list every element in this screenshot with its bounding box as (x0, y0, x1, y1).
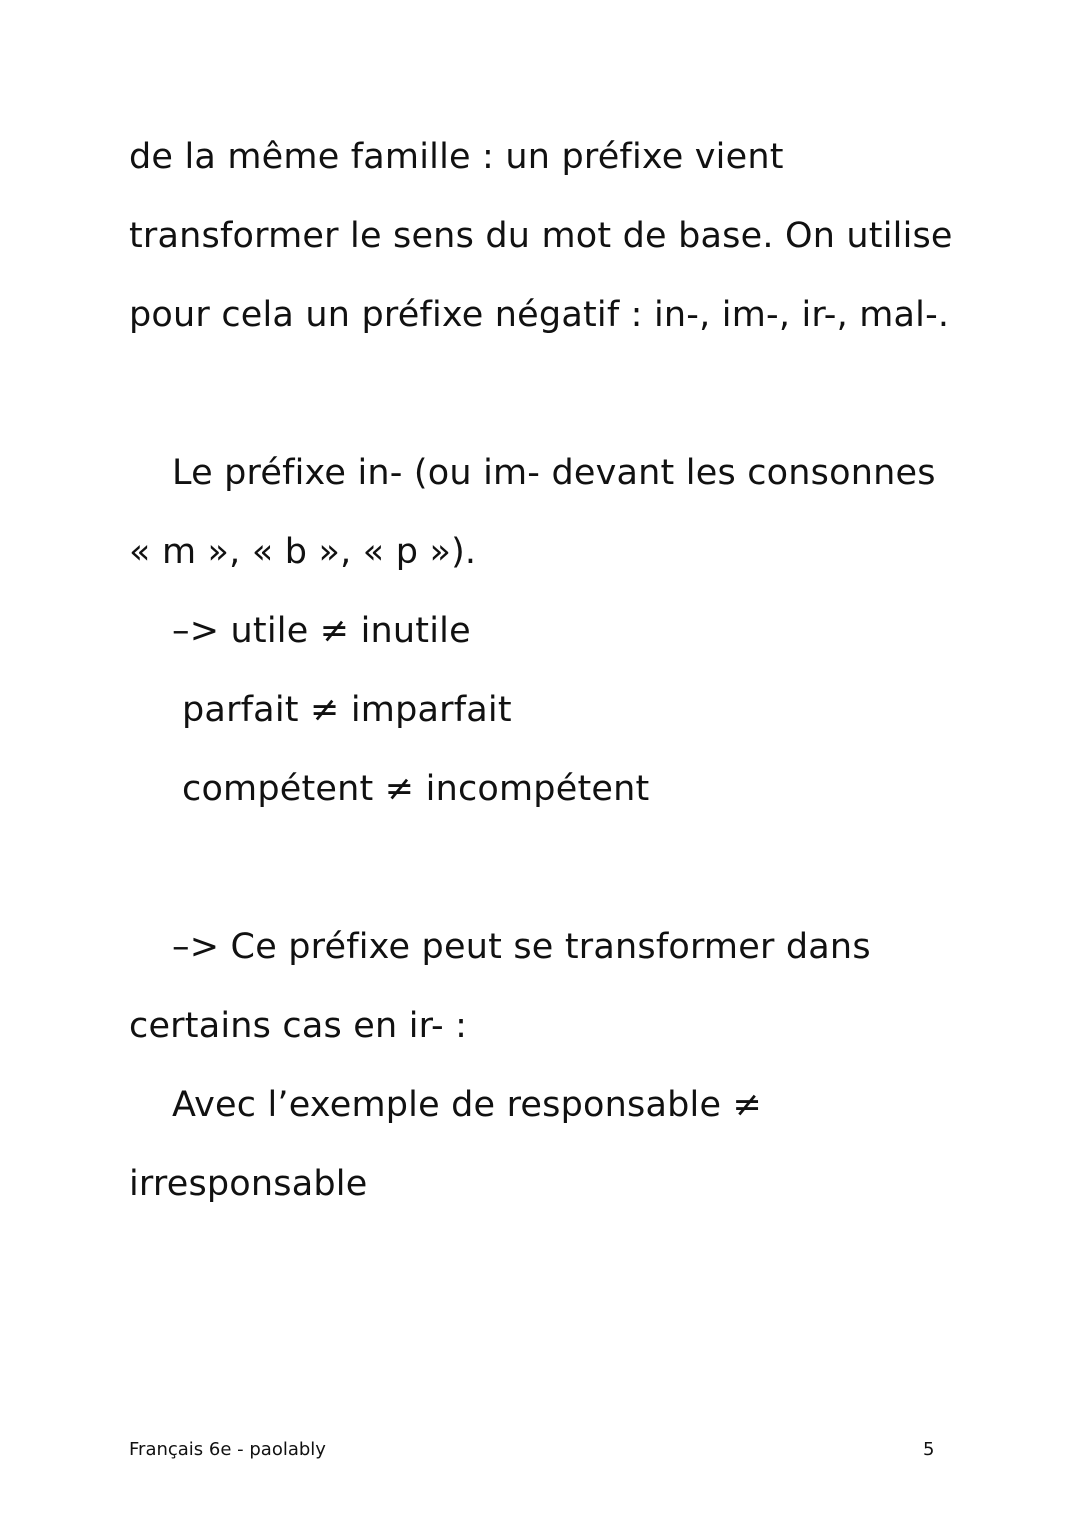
text-line: de la même famille : un préfixe vient (129, 137, 784, 177)
text-line: pour cela un préfixe négatif : in-, im-, ir-, mal-. (129, 295, 950, 335)
footer-title: Français 6e - paolably (129, 1439, 326, 1460)
text-line: irresponsable (129, 1164, 368, 1204)
example-line: compétent ≠ incompétent (182, 769, 650, 809)
page-number: 5 (923, 1439, 935, 1460)
text-line: Avec l’exemple de responsable ≠ (172, 1085, 763, 1125)
example-line: –> utile ≠ inutile (172, 611, 471, 651)
text-line: –> Ce préfixe peut se transformer dans (172, 927, 871, 967)
text-line: transformer le sens du mot de base. On utilise (129, 216, 953, 256)
text-line: « m », « b », « p »). (129, 532, 477, 572)
text-line: Le préfixe in- (ou im- devant les consonnes (172, 453, 936, 493)
example-line: parfait ≠ imparfait (182, 690, 512, 730)
text-line: certains cas en ir- : (129, 1006, 468, 1046)
